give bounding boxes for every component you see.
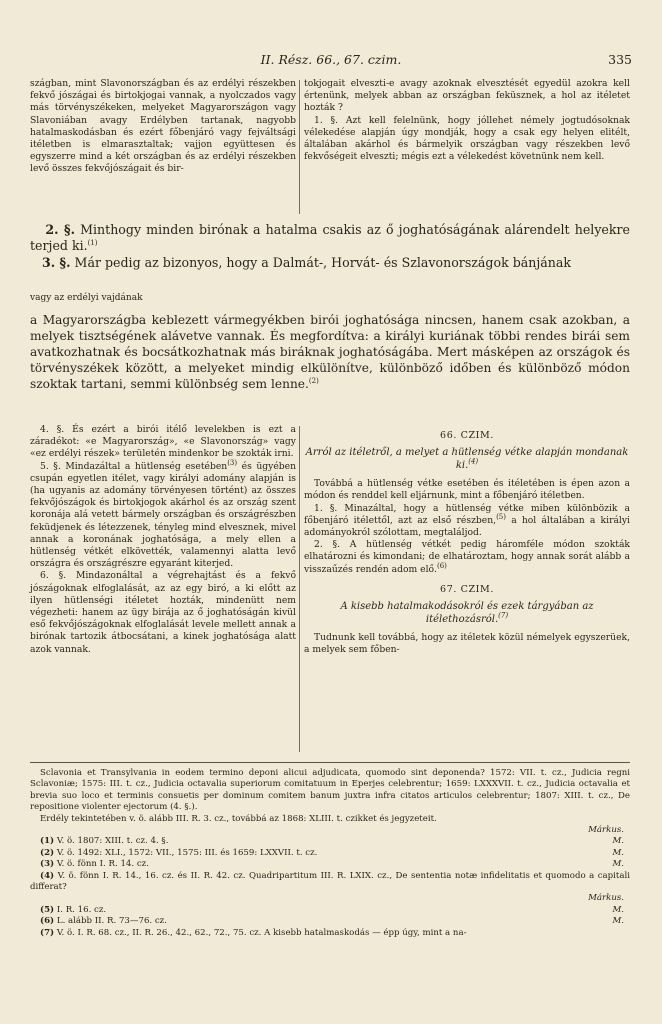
paragraph: 2. §. A hütlenség vétkét pedig háromféle módon szokták elhatározni és kimondani; de elhatároztam, hogy annak sorát alább a visszaűzés rendén adom elő.$^{(6)}$ [304, 539, 630, 575]
top-right-column [304, 78, 630, 163]
footnote-text: Erdély tekintetében v. ö. alább III. R. 3. cz., továbbá az 1868: XLIII. t. czikket és jegyzeteit. [40, 813, 437, 824]
section-3-continuation [30, 312, 630, 392]
running-head: II. Rész. 66., 67. czim. [260, 52, 402, 67]
footnote-item: (3) V. ö. fönn I. R. 14. cz. M. [40, 859, 624, 870]
section-text: a Magyarországba keblezett vármegyékben birói joghatósága nincsen, hanem csak azokban, a melyek tisztségének alávetve vannak. És megfordítva: a királyi kuriának többi rendes birái sem avatkozhatnak és bocsátkozhatnak más biráknak joghatóságába. Mert másképen az országok és törvényszékek között, a melyeket mindig elkülönítve, különböző időben és különböző módon szoktak tartani, semmi különbség sem lenne. [30, 313, 630, 392]
column-divider [299, 426, 300, 752]
footnote-text: Sclavonia et Transylvania in eodem termino deponi alicui adjudicata, quomodo sint deponenda? 1572: VII. t. cz., Judicia regni Sclavoniæ; 1575: III. t. cz., Judicia octavalia superiorum comitatuum in Eperjes celebrentur; 1659: LXXXVII. t. cz., Judicia octavalia et brevia suo loco et terminis consuetis per dominum comitem banum juxtra infra citatos articulos celebrentur; 1807: XIII. t. cz., De repositione violenter ejectorum (4. §.). [30, 768, 630, 813]
section-3-insert: vagy az erdélyi vajdának [30, 293, 143, 303]
footnotes [30, 768, 630, 939]
footnote-signature: Márkus. [588, 825, 624, 836]
paragraph: Tudnunk kell továbbá, hogy az itéletek közül némelyek egyszerüek, a melyek sem főben- [304, 632, 630, 656]
column-divider [299, 80, 300, 214]
chapter-subtitle: Arról az itéletről, a melyet a hütlenség vétke alapján mondanak ki.$^{(4)}$ [305, 447, 629, 472]
footnote-divider [30, 762, 630, 763]
footnote-item: (2) V. ö. 1492: XLI., 1572: VII., 1575: III. és 1659: LXXVII. t. cz. M. [40, 847, 624, 858]
footnote-ref: (1) [87, 238, 98, 247]
footnote-item: (6) L. alább II. R. 73—76. cz. M. [40, 916, 624, 927]
footnote-item: (7) V. ö. I. R. 68. cz., II. R. 26., 42., 62., 72., 75. cz. A kisebb hatalmaskodás — épp úgy, mint a na- [40, 927, 467, 938]
mid-right-column [304, 424, 630, 656]
page-header [30, 52, 632, 70]
paragraph: szágban, mint Slavonországban és az erdélyi részekben fekvő jószágai és birtokjogai vannak, a nyolczados vagy más törvényszékeken, melyeket Magyarországon vagy Slavoniában avagy Erdélyben tartanak, nagyobb hatalmaskodásban és ezért főbenjáró vagy fejváltsági itéletben is elmarasztaltak; vajjon együttesen és egyszerre mind a két országban és az erdélyi részekben levő összes fekvőjószágait és bir- [30, 78, 296, 175]
footnote-signature: Márkus. [588, 893, 624, 904]
paragraph: 1. §. Azt kell felelnünk, hogy jóllehet némely jogtudósoknak vélekedése alapján úgy mondják, hogy a csak egy helyen elitélt, általában akárhol és bármelyik országban vagy részekben levő fekvőségeit elveszti; mégis ezt a vélekedést követnünk nem kell. [304, 114, 630, 163]
section-number: 2. §. [45, 222, 75, 237]
paragraph: 1. §. Minazáltal, hogy a hütlenség vétke miben különbözik a főbenjáró itélettől, azt az első részben,$^{(5)}$ a hol általában a királyi adományokról szólottam, megtaláljod. [304, 502, 630, 539]
top-left-column [30, 78, 296, 176]
chapter-subtitle: A kisebb hatalmakodásokról és ezek tárgyában az itélethozásról.$^{(7)}$ [340, 601, 594, 626]
paragraph: Továbbá a hütlenség vétke esetében és itéletében is épen azon a módon és renddel kell eljárnunk, mint a főbenjáró itéletben. [304, 478, 630, 502]
footnote-ref: (3) [227, 458, 238, 467]
footnote-item: (5) I. R. 16. cz. M. [40, 904, 624, 915]
footnote-item: (4) V. ö. fönn I. R. 14., 16. cz. és II. R. 42. cz. Quadripartitum III. R. LXIX. cz., De sententia notæ infidelitatis et quomodo a capitali differat? [30, 870, 630, 893]
mid-left-column [30, 424, 296, 656]
paragraph: tokjogait elveszti-e avagy azoknak elvesztését egyedül azokra kell értenünk, melyek abban az országban feküsznek, a hol az itéletet hozták ? [304, 78, 630, 114]
section-text: Már pedig az bizonyos, hogy a Dalmát-, Horvát- és Szlavonországok bánjának [74, 255, 572, 270]
chapter-title: 66. CZIM. [440, 430, 494, 441]
section-text: Minthogy minden birónak a hatalma csakis az ő joghatóságának alárendelt helyekre terjed ki. [30, 222, 630, 253]
paragraph: 6. §. Mindazonáltal a végrehajtást és a fekvő jószágoknak elfoglalását, az az egy biró, a ki előtt az ilyen hütlenségi itéletet hozták, mindenütt nem végezheti: hanem az ügy birája az ő joghatóságán kivül eső fekvőjószágoknak elfoglalását levele mellett annak a birónak tartozik átbocsátani, a kinek joghatósága alatt azok vannak. [30, 570, 296, 655]
paragraph: 5. §. Mindazáltal a hütlenség esetében$^{(3)}$ és ügyében csupán egyetlen itélet, vagy királyi adomány alapján is (ha ugyanis az adomány törvényesen történt) az összes fekvőjószágok és birtokjogok akárhol és az ország szent koronája alá vetett bármely országban és országrészben feküdjenek és létezzenek, tényleg mind elvesznek, mivel annak a koronának joghatósága, a mely ellen a hütlenség vétkét elkövették, valamennyi alatta levő országra és országrészre egyaránt kiterjed. [30, 458, 296, 570]
page-number: 335 [608, 52, 632, 67]
section-number: 3. §. [42, 255, 71, 270]
footnote-ref: (2) [308, 377, 319, 386]
section-2 [30, 222, 630, 254]
footnote-item: (1) V. ö. 1807: XIII. t. cz. 4. §. M. [40, 836, 624, 847]
chapter-title: 67. CZIM. [440, 583, 494, 595]
paragraph: 4. §. És ezért a birói itélő levelekben is ezt a záradékot: «e Magyarország», «e Slavonország» vagy «ez erdélyi részek» területén mindenkor be szokták irni. [30, 424, 296, 460]
section-3 [30, 255, 630, 271]
